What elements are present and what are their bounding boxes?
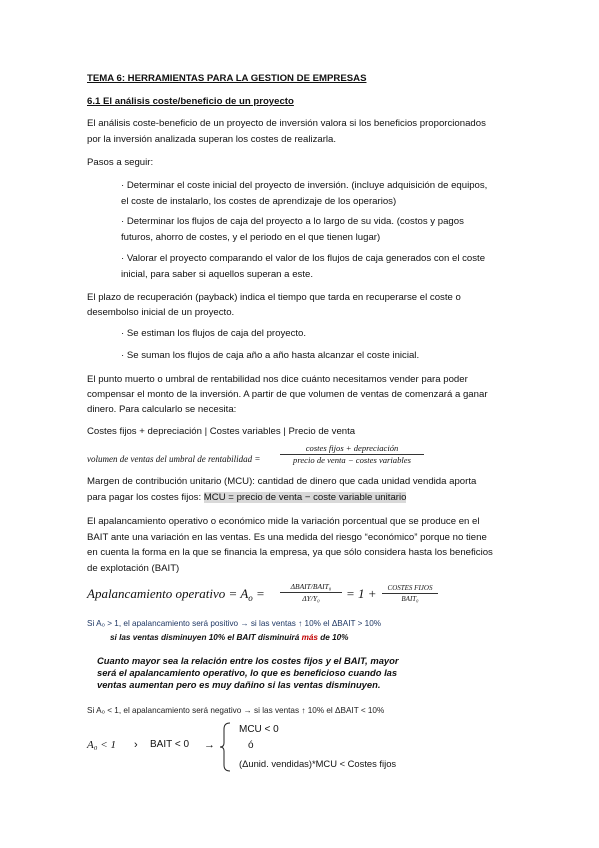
mcu-text: para pagar los costes fijos: — [87, 492, 204, 503]
step-item: el coste de instalarlo, los costes de aprendizaje de los operarios) — [121, 196, 397, 207]
document-title: TEMA 6: HERRAMIENTAS PARA LA GESTION DE EMPRESAS — [87, 73, 367, 84]
formula-numerator: costes fijos + depreciación — [280, 443, 424, 455]
condition-highlight: más — [301, 633, 318, 642]
paragraph-line: compensar el monto de la inversión. A partir de que volumen de ventas de comenzará a ganar — [87, 389, 488, 400]
formula-leverage-fraction — [280, 581, 342, 604]
mcu-formula-highlight: MCU = precio de venta − coste variable unitario — [203, 492, 407, 503]
paragraph-line: El apalancamiento operativo o económico mide la variación porcentual que se produce en el — [87, 516, 480, 527]
step-item: · Determinar el coste inicial del proyecto de inversión. (incluye adquisición de equipos, — [121, 180, 488, 191]
formula-equals: = — [252, 586, 265, 601]
arrow-icon: → — [204, 739, 215, 751]
step-item: · Determinar los flujos de caja del proyecto a lo largo de su vida. (costos y pagos — [121, 216, 464, 227]
formula-denominator: ΔY/Y₀ — [302, 594, 320, 603]
formula-denominator: precio de venta − costes variables — [293, 455, 411, 465]
condition-decrease — [110, 630, 348, 646]
section-heading: 6.1 El análisis coste/beneficio de un proyecto — [87, 96, 294, 107]
paragraph-line: dinero. Para calcularlo se necesita: — [87, 404, 237, 415]
paragraph-line: El análisis coste-beneficio de un proyecto de inversión valora si los beneficios proporcionados — [87, 118, 486, 129]
highlight-note-line: Cuanto mayor sea la relación entre los costes fijos y el BAIT, mayor — [97, 655, 399, 666]
step-item: · Valorar el proyecto comparando el valor de los flujos de caja generados con el coste — [121, 253, 486, 264]
bait-less-zero: BAIT < 0 — [150, 739, 190, 750]
step-item: futuros, ahorro de costes, y el periodo en el que tienen lugar) — [121, 232, 381, 243]
highlight-note-line: será el apalancamiento operativo, lo que es beneficioso cuando las — [97, 667, 398, 678]
formula-denominator: BAIT₀ — [401, 595, 419, 603]
paragraph-line — [87, 490, 406, 506]
paragraph-line: desembolso inicial de un proyecto. — [87, 307, 235, 318]
highlight-note-line: ventas aumentan pero es muy dañino si las ventas disminuyen. — [97, 679, 381, 690]
condition-positive: Si A₀ > 1, el apalancamiento será positivo → si las ventas ↑ 10% el ΔBAIT > 10% — [87, 619, 382, 628]
formula-numerator: COSTES FIJOS — [382, 583, 438, 594]
steps-label: Pasos a seguir: — [87, 157, 154, 168]
formula-costs-fraction — [382, 583, 438, 604]
paragraph-line: El plazo de recuperación (payback) indica el tiempo que tarda en recuperarse el coste o — [87, 292, 461, 303]
paragraph-line: El punto muerto o umbral de rentabilidad nos dice cuánto necesitamos vender para poder — [87, 374, 468, 385]
formula-sub: o — [248, 593, 253, 603]
formula-breakeven-fraction — [280, 443, 424, 466]
formula-numerator: ΔBAIT/BAIT₀ — [280, 581, 342, 593]
formula-leverage — [87, 586, 265, 606]
paragraph-line: en cuenta la forma en la que se financia la empresa, ya que sólo considera hasta los beneficios — [87, 547, 493, 558]
costs-line: Costes fijos + depreciación | Costes variables | Precio de venta — [87, 426, 356, 437]
paragraph-line: por la inversión analizada superan los costes de realizarla. — [87, 134, 337, 145]
arrow-small: › — [134, 739, 138, 751]
condition-negative: Si A₀ < 1, el apalancamiento será negativo → si las ventas ↑ 10% el ΔBAIT < 10% — [87, 706, 385, 715]
option-units: (Δunid. vendidas)*MCU < Costes fijos — [239, 758, 397, 769]
condition-text: si las ventas disminuyen 10% el BAIT disminuirá — [110, 633, 302, 642]
payback-item: · Se estiman los flujos de caja del proyecto. — [121, 328, 307, 339]
formula-leverage-left: Apalancamiento operativo = A — [87, 586, 249, 601]
ao-less-one: A₀ < 1 — [87, 739, 116, 751]
paragraph-line: BAIT ante una variación en las ventas. Es una medida del riesgo “económico” porque no tiene — [87, 532, 487, 543]
formula-breakeven-left: volumen de ventas del umbral de rentabilidad = — [87, 454, 261, 464]
condition-text: de 10% — [317, 633, 349, 642]
step-item: inicial, para saber si aquellos superan a este. — [121, 269, 313, 280]
option-or: ó — [248, 740, 254, 751]
option-mcu: MCU < 0 — [239, 724, 279, 735]
formula-one-plus: = 1 + — [346, 586, 377, 601]
paragraph-line: Margen de contribución unitario (MCU): cantidad de dinero que cada unidad vendida aporta — [87, 476, 477, 487]
brace-icon — [218, 721, 232, 773]
payback-item: · Se suman los flujos de caja año a año hasta alcanzar el coste inicial. — [121, 350, 420, 361]
paragraph-line: de explotación (BAIT) — [87, 563, 180, 574]
